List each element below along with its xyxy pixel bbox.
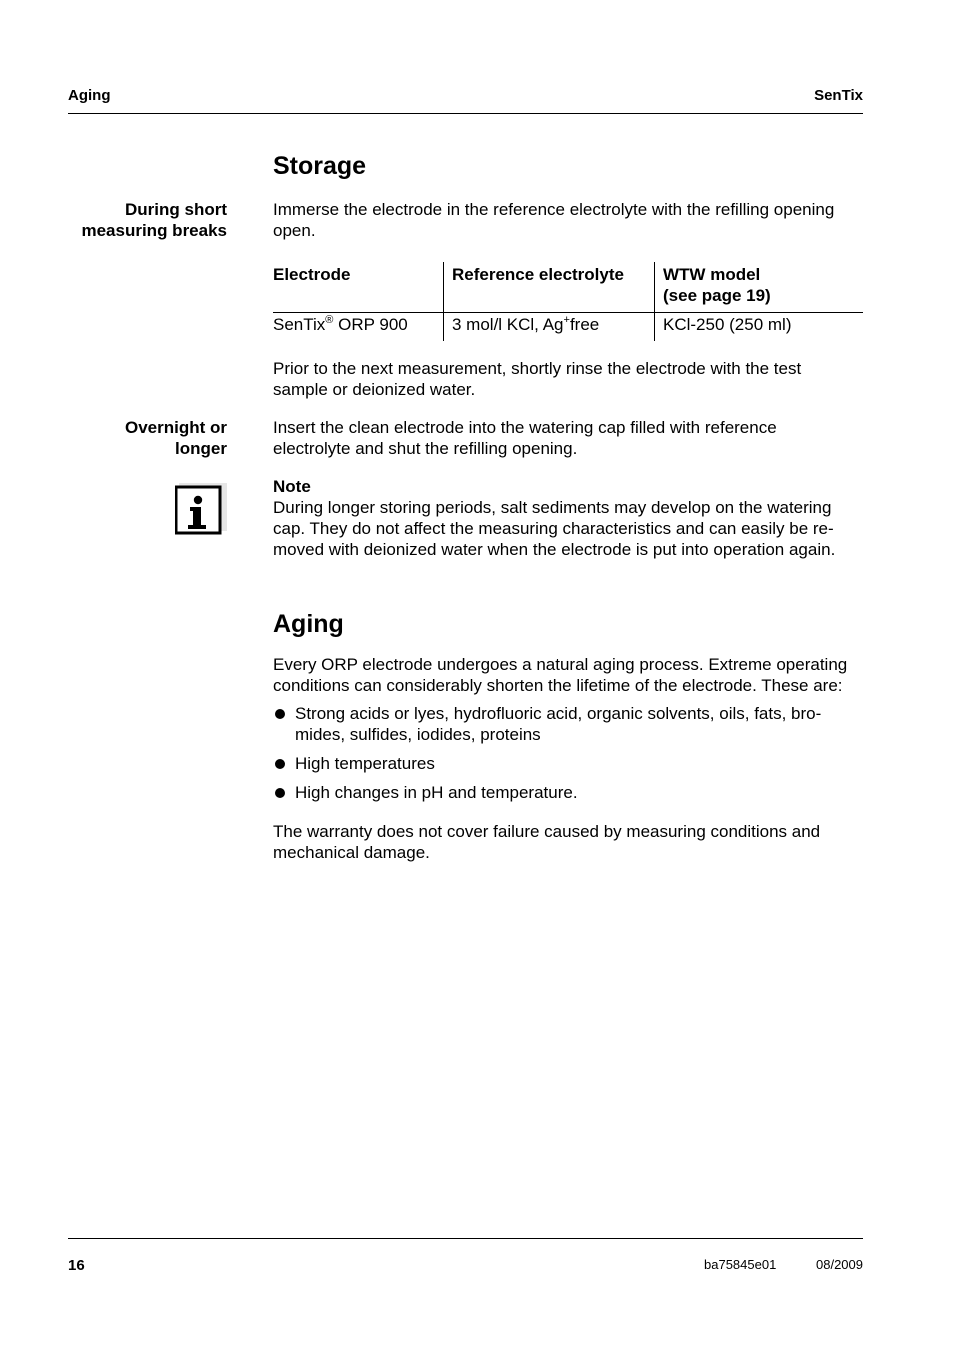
note-text: During longer storing periods, salt sediments may develop on the watering cap. They do not affect the measuring characteristics and can easily be re-moved with deionized water when the electrode is put into operation again. [273,498,836,559]
electrode-table [273,262,863,341]
aging-conditions-list [273,703,863,811]
col-reference-electrolyte: Reference electrolyte [444,262,655,313]
electrolyte-suffix: free [569,315,600,334]
document-date: 08/2009 [816,1257,863,1272]
cell-electrode [273,313,444,342]
overnight-label-line2: longer [175,439,227,458]
overnight-text: Insert the clean electrode into the watering cap filled with reference electrolyte and shut the refilling opening. [273,418,777,458]
list-item-text: Strong acids or lyes, hydrofluoric acid, organic solvents, oils, fats, bro-mides, sulfides, iodides, proteins [295,704,822,744]
col-wtw-model-line2: (see page 19) [663,286,771,305]
header-section-title: Aging [68,87,111,104]
cell-electrolyte [444,313,655,342]
electrode-name: SenTix [273,315,326,334]
table-row [273,313,863,342]
col-wtw-model [655,262,864,313]
short-breaks-label-line1: During short [125,200,227,219]
rinse-text: Prior to the next measurement, shortly rinse the electrode with the test sample or deionized water. [273,359,802,399]
document-id: ba75845e01 [704,1257,777,1272]
short-breaks-label [47,199,227,241]
list-item-text: High temperatures [295,754,435,773]
list-item-text: High changes in pH and temperature. [295,783,578,802]
footer-rule [68,1238,863,1239]
warranty-text: The warranty does not cover failure caused by measuring conditions and mechanical damage. [273,822,821,862]
bullet-icon [275,709,285,719]
bullet-icon [275,788,285,798]
col-electrode: Electrode [273,262,444,313]
cell-wtw-model: KCl-250 (250 ml) [655,313,864,342]
electrolyte-superscript: + [563,314,570,326]
col-wtw-model-line1: WTW model [663,265,761,284]
overnight-label [47,417,227,459]
note-block [273,476,863,560]
bullet-icon [275,759,285,769]
electrode-model: ORP 900 [333,315,408,334]
list-item [273,782,863,803]
short-breaks-label-line2: measuring breaks [81,221,227,240]
note-title: Note [273,477,311,496]
list-item [273,753,863,774]
aging-intro: Every ORP electrode undergoes a natural aging process. Extreme operating conditions can considerably shorten the lifetime of the electrode. These are: [273,655,848,695]
short-breaks-text: Immerse the electrode in the reference electrolyte with the refilling opening open. [273,200,835,240]
table-header-row [273,262,863,313]
registered-mark: ® [325,314,334,326]
info-icon [175,483,227,535]
aging-heading: Aging [273,610,344,638]
header-product-name: SenTix [814,87,863,104]
list-item [273,703,863,745]
page-number: 16 [68,1257,85,1274]
storage-heading: Storage [273,152,367,180]
overnight-label-line1: Overnight or [124,418,227,437]
header-rule [68,113,863,114]
electrolyte-prefix: 3 mol/l KCl, Ag [452,315,564,334]
